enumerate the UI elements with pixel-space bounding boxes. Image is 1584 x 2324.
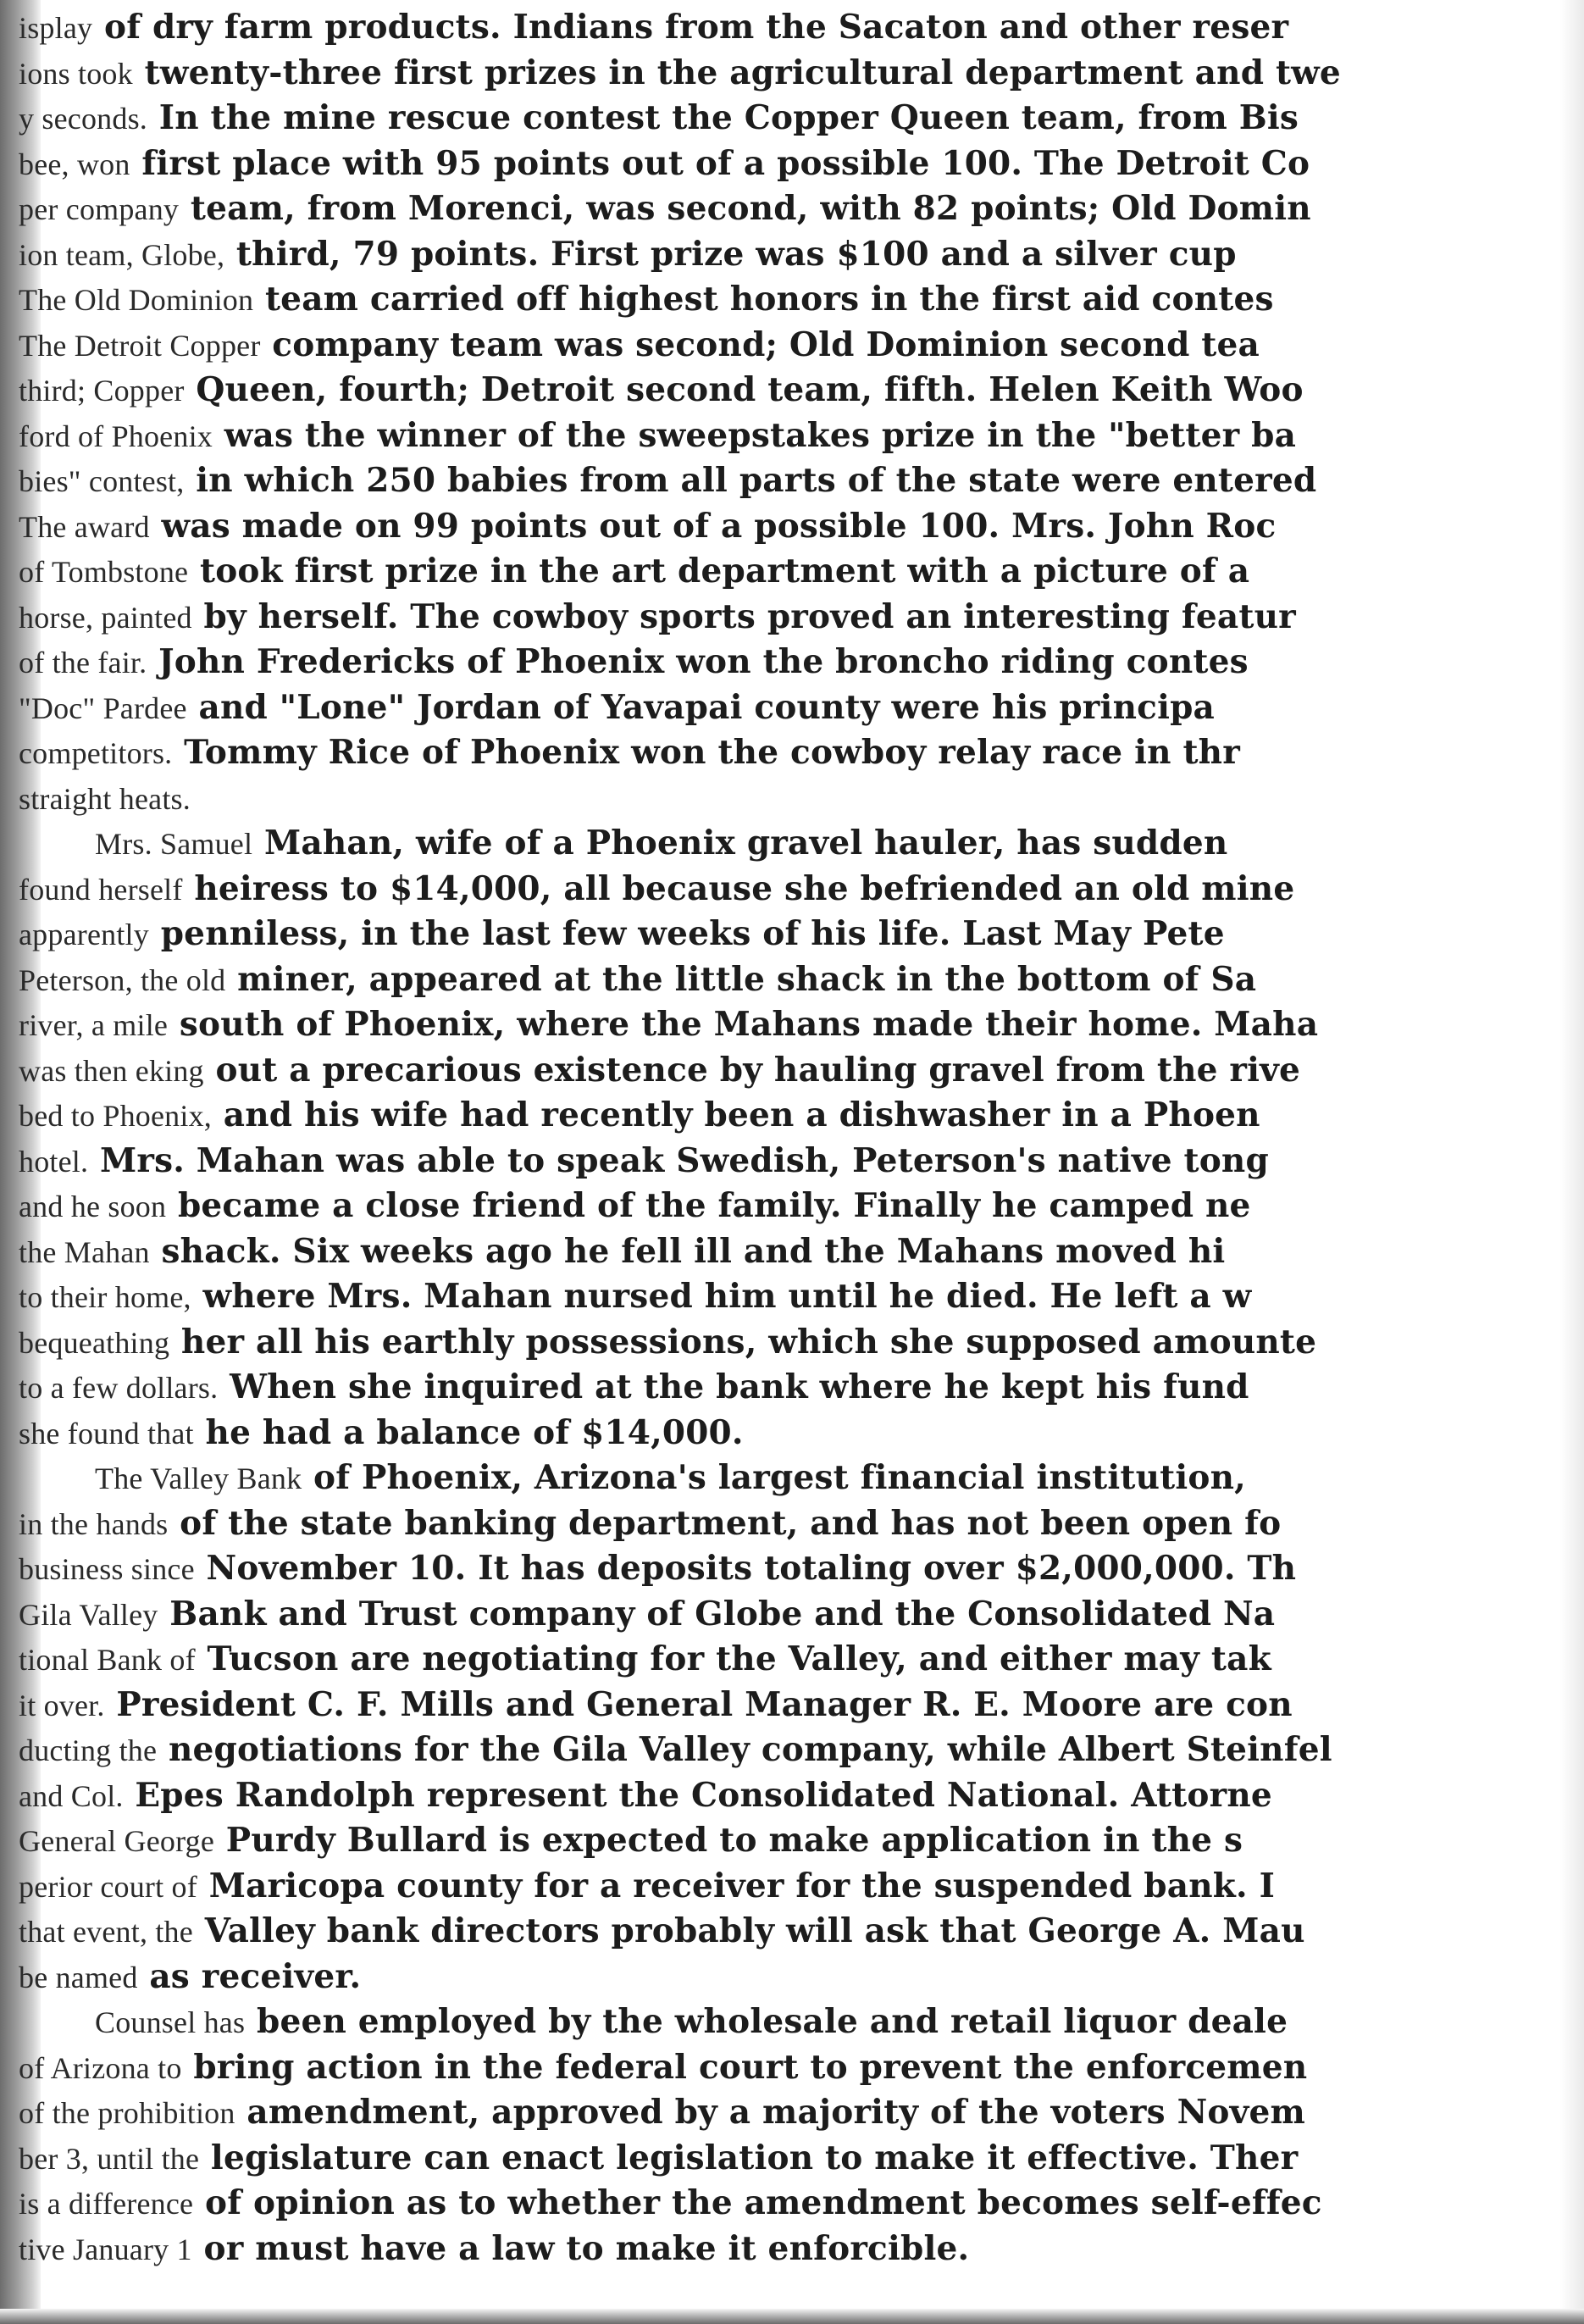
line-body-text: penniless, in the last few weeks of his life. Last May Pete bbox=[148, 914, 1225, 953]
article-line bbox=[19, 1909, 1570, 1955]
line-lead-text: in the hands bbox=[19, 1506, 169, 1541]
line-lead-text: ber 3, until the bbox=[19, 2141, 200, 2176]
line-lead-text: apparently bbox=[19, 918, 149, 951]
line-lead-text: bequeathing bbox=[19, 1325, 170, 1360]
article-line bbox=[19, 1592, 1570, 1638]
article-line bbox=[19, 1139, 1570, 1184]
bottom-rule bbox=[0, 2309, 1584, 2324]
line-body-text: by herself. The cowboy sports proved an interesting featur bbox=[191, 596, 1296, 636]
line-body-text: and his wife had recently been a dishwasher in a Phoen bbox=[211, 1095, 1260, 1134]
article-line bbox=[19, 1229, 1570, 1275]
article-line bbox=[19, 1320, 1570, 1366]
line-body-text: he had a balance of $14,000. bbox=[193, 1412, 744, 1452]
line-lead-text: of the fair. bbox=[19, 646, 147, 679]
line-body-text: bring action in the federal court to prevent the enforcemen bbox=[181, 2047, 1308, 2087]
line-lead-text: tional Bank of bbox=[19, 1643, 196, 1677]
article-line bbox=[19, 957, 1570, 1003]
line-lead-text: horse, painted bbox=[19, 600, 192, 635]
line-lead-text: to a few dollars. bbox=[19, 1371, 219, 1405]
line-body-text: November 10. It has deposits totaling over $2,000,000. Th bbox=[194, 1549, 1297, 1588]
line-lead-text: Gila Valley bbox=[19, 1597, 158, 1632]
line-lead-text: river, a mile bbox=[19, 1008, 169, 1042]
article-line bbox=[19, 186, 1570, 232]
article-line bbox=[19, 912, 1570, 957]
line-lead-text: Counsel has bbox=[95, 2005, 246, 2039]
line-lead-text: ford of Phoenix bbox=[19, 419, 213, 453]
line-body-text: Bank and Trust company of Globe and the Consolidated Na bbox=[158, 1594, 1276, 1633]
line-lead-text: she found that bbox=[19, 1416, 194, 1450]
article-line bbox=[19, 1728, 1570, 1773]
line-lead-text: The award bbox=[19, 509, 150, 544]
line-lead-text: competitors. bbox=[19, 736, 173, 770]
article-line bbox=[19, 51, 1570, 97]
line-lead-text: The Valley Bank bbox=[95, 1462, 302, 1495]
article-line bbox=[19, 1546, 1570, 1592]
line-lead-text: "Doc" Pardee bbox=[19, 691, 187, 725]
line-lead-text: of Tombstone bbox=[19, 555, 189, 589]
line-body-text: or must have a law to make it enforcible. bbox=[191, 2228, 970, 2268]
line-body-text: company team was second; Old Dominion second tea bbox=[260, 324, 1260, 364]
line-lead-text: and he soon bbox=[19, 1190, 167, 1223]
article-line bbox=[19, 1683, 1570, 1728]
line-body-text: of Phoenix, Arizona's largest financial institution, bbox=[302, 1458, 1246, 1497]
line-lead-text: be named bbox=[19, 1960, 138, 1994]
article-line bbox=[19, 1955, 1570, 2000]
line-lead-text: isplay bbox=[19, 11, 93, 45]
line-lead-text: found herself bbox=[19, 872, 183, 907]
line-lead-text: ion team, Globe, bbox=[19, 237, 225, 272]
line-lead-text: that event, the bbox=[19, 1915, 193, 1949]
article-line bbox=[19, 2136, 1570, 2182]
line-lead-text: ducting the bbox=[19, 1733, 158, 1767]
line-lead-text: tive January 1 bbox=[19, 2232, 192, 2266]
article-line bbox=[19, 413, 1570, 459]
line-body-text: of the state banking department, and has not been open fo bbox=[168, 1503, 1282, 1543]
article-line bbox=[19, 1002, 1570, 1048]
line-lead-text: of Arizona to bbox=[19, 2050, 182, 2085]
line-body-text: out a precarious existence by hauling gravel from the rive bbox=[203, 1050, 1301, 1090]
line-body-text: became a close friend of the family. Finally he camped ne bbox=[166, 1186, 1251, 1225]
line-body-text: amendment, approved by a majority of the voters Novem bbox=[235, 2093, 1305, 2132]
article-line bbox=[19, 1456, 1570, 1501]
article-line bbox=[19, 96, 1570, 141]
line-body-text: her all his earthly possessions, which she supposed amounte bbox=[169, 1322, 1317, 1362]
line-body-text: miner, appeared at the little shack in the bottom of Sa bbox=[225, 959, 1257, 999]
line-lead-text: of the prohibition bbox=[19, 2096, 235, 2130]
line-lead-text: perior court of bbox=[19, 1869, 197, 1904]
article-line bbox=[19, 141, 1570, 187]
article-line bbox=[19, 2000, 1570, 2045]
line-body-text: John Fredericks of Phoenix won the broncho riding contes bbox=[147, 642, 1249, 681]
article-line bbox=[19, 277, 1570, 323]
line-body-text: Valley bank directors probably will ask that George A. Mau bbox=[192, 1911, 1305, 1950]
article-line bbox=[19, 549, 1570, 595]
line-lead-text: The Detroit Copper bbox=[19, 328, 261, 363]
line-body-text: team, from Morenci, was second, with 82 points; Old Domin bbox=[179, 189, 1311, 228]
line-lead-text: The Old Dominion bbox=[19, 283, 254, 317]
line-lead-text: business since bbox=[19, 1552, 195, 1586]
line-lead-text: General George bbox=[19, 1824, 215, 1858]
line-lead-text: Peterson, the old bbox=[19, 962, 226, 997]
article-line bbox=[19, 2227, 1570, 2272]
article-line bbox=[19, 1773, 1570, 1819]
article-line bbox=[19, 821, 1570, 867]
line-body-text: Purdy Bullard is expected to make application in the s bbox=[214, 1821, 1243, 1860]
line-body-text: Mrs. Mahan was able to speak Swedish, Peterson's native tong bbox=[88, 1140, 1269, 1180]
article-line bbox=[19, 595, 1570, 641]
line-body-text: Tommy Rice of Phoenix won the cowboy relay race in thr bbox=[172, 733, 1240, 772]
line-body-text: where Mrs. Mahan nursed him until he died. He left a w bbox=[191, 1277, 1252, 1316]
line-body-text: in which 250 babies from all parts of the state were entered bbox=[184, 461, 1317, 500]
article-line bbox=[19, 1501, 1570, 1547]
line-body-text: and "Lone" Jordan of Yavapai county were his principa bbox=[186, 687, 1216, 727]
line-lead-text: third; Copper bbox=[19, 374, 185, 408]
line-lead-text: hotel. bbox=[19, 1144, 89, 1179]
line-lead-text: straight heats. bbox=[19, 781, 191, 816]
article-line bbox=[19, 2090, 1570, 2136]
line-body-text: negotiations for the Gila Valley company, while Albert Steinfel bbox=[157, 1730, 1332, 1769]
line-lead-text: ions took bbox=[19, 56, 133, 91]
line-body-text: been employed by the wholesale and retail liquor deale bbox=[245, 2002, 1288, 2041]
line-lead-text: Mrs. Samuel bbox=[95, 827, 253, 861]
article-line bbox=[19, 730, 1570, 776]
article-line bbox=[19, 1637, 1570, 1683]
line-body-text: heiress to $14,000, all because she befriended an old mine bbox=[182, 868, 1295, 908]
line-body-text: Queen, fourth; Detroit second team, fifth. Helen Keith Woo bbox=[184, 370, 1304, 409]
line-body-text: south of Phoenix, where the Mahans made their home. Maha bbox=[168, 1005, 1319, 1044]
line-lead-text: the Mahan bbox=[19, 1234, 150, 1269]
article-line bbox=[19, 5, 1570, 51]
line-body-text: as receiver. bbox=[137, 1956, 362, 1996]
article-line bbox=[19, 504, 1570, 550]
line-lead-text: and Col. bbox=[19, 1778, 124, 1813]
article-line bbox=[19, 685, 1570, 731]
article-line bbox=[19, 776, 1570, 822]
line-body-text: twenty-three first prizes in the agricultural department and twe bbox=[132, 53, 1341, 92]
line-body-text: took first prize in the art department with a picture of a bbox=[188, 552, 1250, 591]
line-lead-text: per company bbox=[19, 192, 180, 226]
line-body-text: Mahan, wife of a Phoenix gravel hauler, has sudden bbox=[252, 824, 1228, 862]
article-line bbox=[19, 368, 1570, 413]
article-line bbox=[19, 1184, 1570, 1229]
line-body-text: was the winner of the sweepstakes prize in the "better ba bbox=[212, 415, 1297, 455]
line-body-text: Tucson are negotiating for the Valley, and either may tak bbox=[195, 1639, 1271, 1678]
line-body-text: legislature can enact legislation to make it effective. Ther bbox=[199, 2138, 1299, 2177]
article-line bbox=[19, 458, 1570, 504]
article-line bbox=[19, 640, 1570, 685]
article-line bbox=[19, 1274, 1570, 1320]
line-lead-text: bies" contest, bbox=[19, 464, 185, 498]
article-line bbox=[19, 232, 1570, 278]
article-line bbox=[19, 867, 1570, 912]
line-body-text: When she inquired at the bank where he kept his fund bbox=[218, 1367, 1249, 1406]
line-lead-text: it over. bbox=[19, 1688, 105, 1722]
line-body-text: of opinion as to whether the amendment becomes self-effec bbox=[193, 2183, 1322, 2222]
line-body-text: President C. F. Mills and General Manager R. E. Moore are con bbox=[104, 1684, 1293, 1724]
article-line bbox=[19, 1411, 1570, 1456]
line-lead-text: y seconds. bbox=[19, 102, 147, 136]
line-lead-text: is a difference bbox=[19, 2187, 194, 2221]
line-body-text: Epes Randolph represent the Consolidated National. Attorne bbox=[123, 1775, 1272, 1815]
article-line bbox=[19, 2181, 1570, 2227]
line-lead-text: was then eking bbox=[19, 1053, 204, 1088]
article-line bbox=[19, 2045, 1570, 2091]
article-line bbox=[19, 1093, 1570, 1139]
line-body-text: In the mine rescue contest the Copper Queen team, from Bis bbox=[147, 98, 1299, 137]
line-body-text: first place with 95 points out of a possible 100. The Detroit Co bbox=[130, 143, 1310, 183]
line-body-text: of dry farm products. Indians from the Sacaton and other reser bbox=[92, 8, 1289, 47]
article-line bbox=[19, 1818, 1570, 1864]
article-line bbox=[19, 1864, 1570, 1910]
article-line bbox=[19, 323, 1570, 369]
line-lead-text: bee, won bbox=[19, 147, 130, 181]
line-body-text: Maricopa county for a receiver for the suspended bank. I bbox=[197, 1866, 1276, 1905]
line-body-text: shack. Six weeks ago he fell ill and the Mahans moved hi bbox=[149, 1231, 1226, 1271]
line-lead-text: bed to Phoenix, bbox=[19, 1099, 212, 1133]
line-body-text: was made on 99 points out of a possible 100. Mrs. John Roc bbox=[149, 506, 1277, 546]
article-line bbox=[19, 1365, 1570, 1411]
line-lead-text: to their home, bbox=[19, 1280, 191, 1314]
article-line bbox=[19, 1048, 1570, 1094]
article-column bbox=[19, 5, 1570, 2305]
line-body-text: third, 79 points. First prize was $100 and a silver cup bbox=[224, 234, 1237, 274]
line-body-text: team carried off highest honors in the first aid contes bbox=[253, 280, 1274, 319]
